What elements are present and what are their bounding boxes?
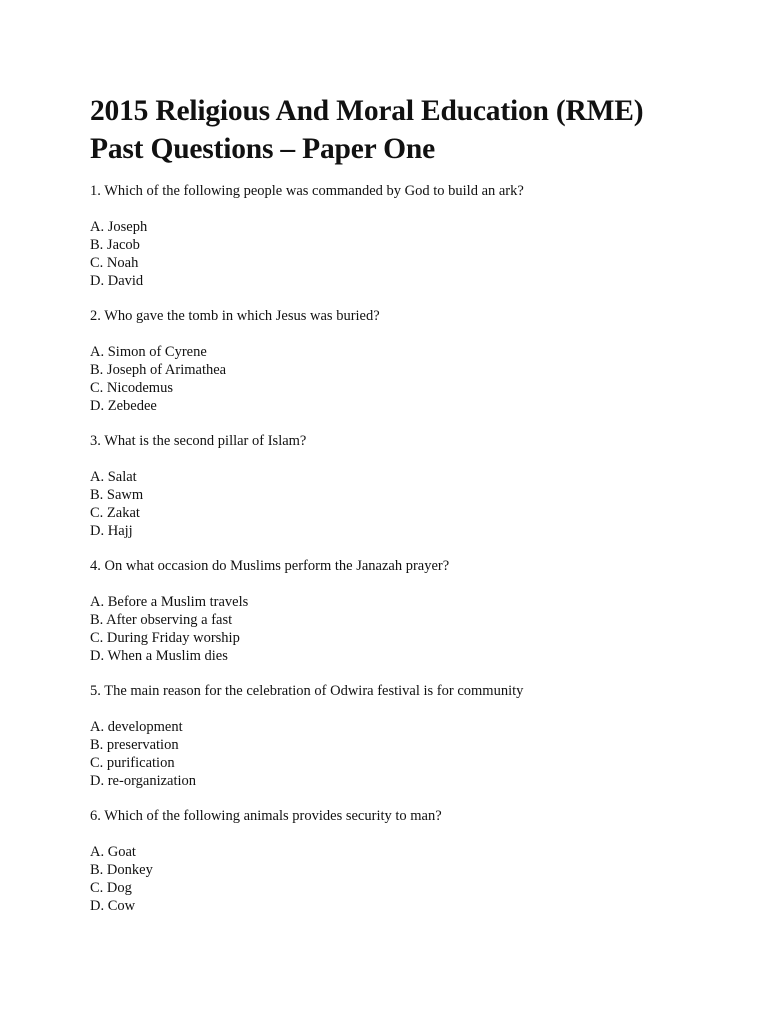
question-text: 3. What is the second pillar of Islam?: [90, 433, 307, 449]
question-block-4: [90, 557, 730, 665]
option-b: B. Donkey: [90, 862, 153, 878]
question-block-3: [90, 432, 730, 540]
question-block-1: [90, 182, 730, 290]
option-a: A. Salat: [90, 469, 137, 485]
option-d: D. re-organization: [90, 773, 197, 789]
option-d: D. Zebedee: [90, 398, 157, 414]
option-a: A. Joseph: [90, 219, 148, 235]
option-c: C. Nicodemus: [90, 380, 173, 396]
question-text: 6. Which of the following animals provides security to man?: [90, 808, 442, 824]
option-c: C. Zakat: [90, 505, 140, 521]
title-line-1: 2015 Religious And Moral Education (RME): [90, 95, 644, 127]
question-text: 5. The main reason for the celebration of Odwira festival is for community: [90, 683, 524, 699]
option-b: B. Sawm: [90, 487, 144, 503]
option-c: C. purification: [90, 755, 175, 771]
question-text: 4. On what occasion do Muslims perform the Janazah prayer?: [90, 558, 450, 574]
option-c: C. Noah: [90, 255, 139, 271]
option-a: A. development: [90, 719, 183, 735]
option-a: A. Goat: [90, 844, 136, 860]
question-block-5: [90, 682, 730, 790]
option-b: B. After observing a fast: [90, 612, 233, 628]
option-c: C. Dog: [90, 880, 132, 896]
option-a: A. Simon of Cyrene: [90, 344, 207, 360]
option-c: C. During Friday worship: [90, 630, 240, 646]
option-b: B. Joseph of Arimathea: [90, 362, 227, 378]
document-title: [90, 92, 730, 168]
question-text: 2. Who gave the tomb in which Jesus was buried?: [90, 308, 380, 324]
question-block-6: [90, 807, 730, 915]
question-block-2: [90, 307, 730, 415]
option-d: D. When a Muslim dies: [90, 648, 228, 664]
option-d: D. Cow: [90, 898, 136, 914]
document-page: [90, 92, 730, 932]
option-b: B. Jacob: [90, 237, 140, 253]
option-d: D. David: [90, 273, 144, 289]
option-b: B. preservation: [90, 737, 179, 753]
option-a: A. Before a Muslim travels: [90, 594, 249, 610]
title-line-2: Past Questions – Paper One: [90, 133, 435, 165]
option-d: D. Hajj: [90, 523, 133, 539]
question-text: 1. Which of the following people was commanded by God to build an ark?: [90, 183, 524, 199]
